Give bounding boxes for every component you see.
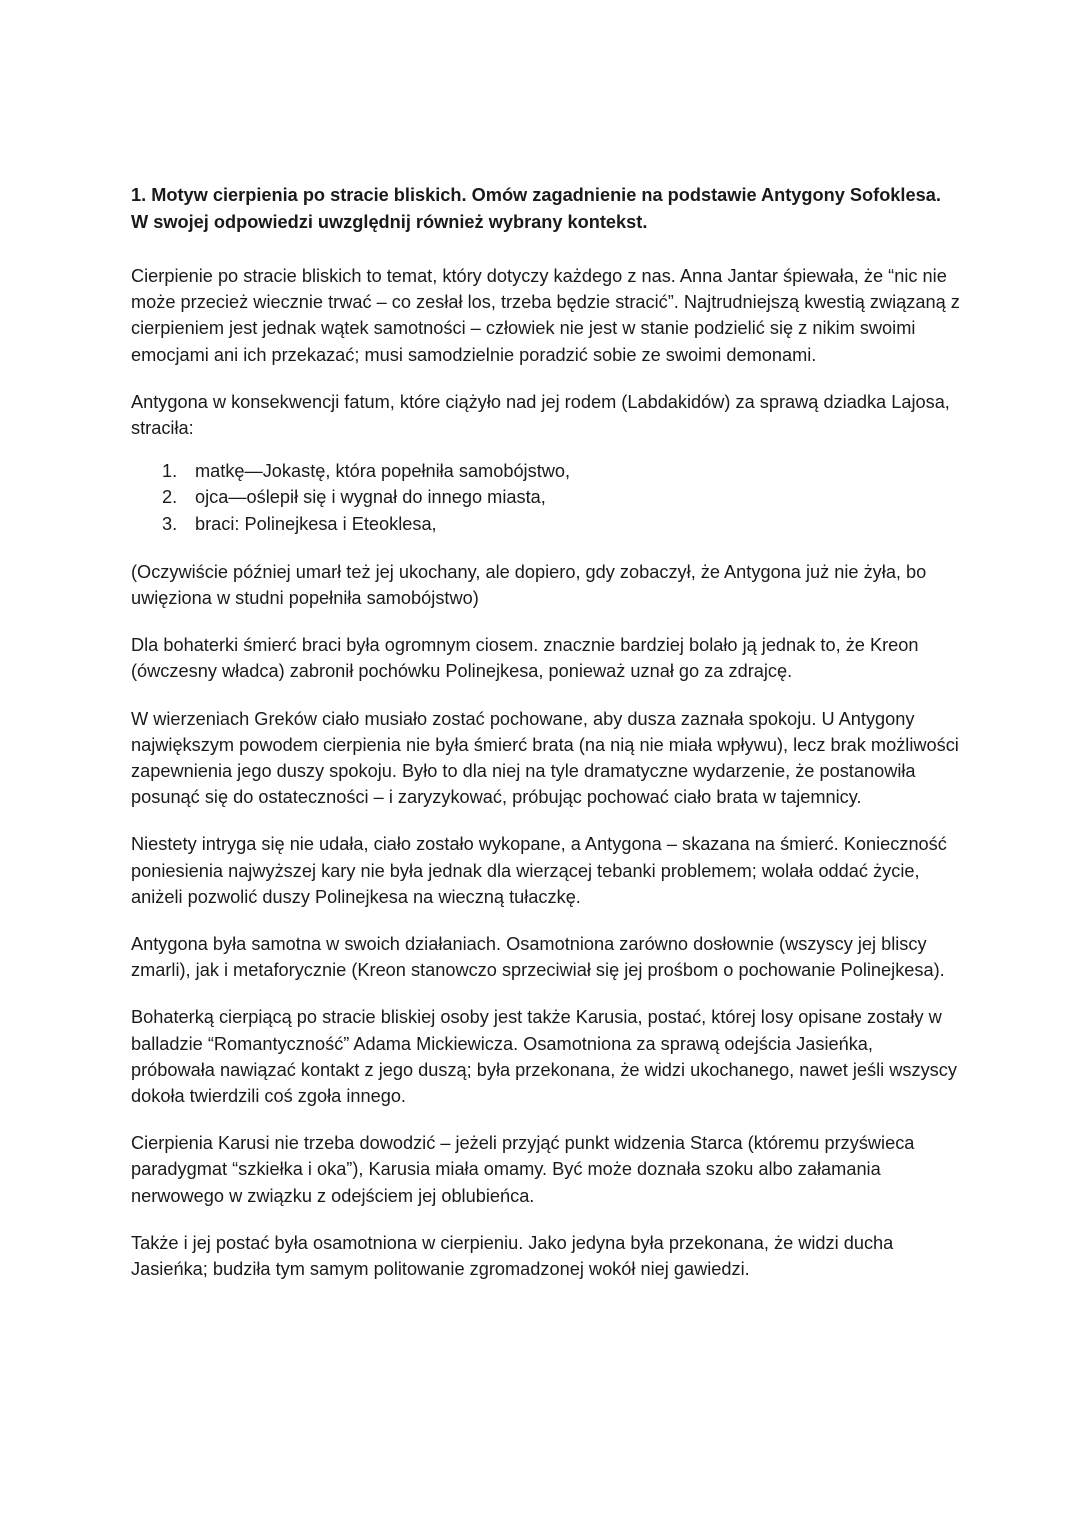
paragraph-loneliness: Antygona była samotna w swoich działaniach. Osamotniona zarówno dosłownie (wszyscy jej bliscy zmarli), jak i metaforycznie (Kreon stanowczo sprzeciwiał się jej prośbom o pochowanie Polinejkesa).	[131, 934, 945, 981]
list-item	[162, 458, 961, 484]
paragraph-karusia: Bohaterką cierpiącą po stracie bliskiej osoby jest także Karusia, postać, której losy opisane zostały w balladzie “Romantyczność” Adama Mickiewicza. Osamotniona za sprawą odejścia Jasieńka, próbowała nawiązać kontakt z jego duszą; była przekonana, że widzi ukochanego, nawet jeśli wszyscy dokoła twierdzili coś zgoła innego.	[131, 1007, 957, 1107]
losses-list	[131, 458, 961, 537]
paragraph-karusia-isolation: Także i jej postać była osamotniona w cierpieniu. Jako jedyna była przekonana, że widzi ducha Jasieńka; budziła tym samym politowanie zgromadzonej wokół niej gawiedzi.	[131, 1232, 894, 1280]
paragraph-antygona-losses: Antygona w konsekwencji fatum, które ciążyło nad jej rodem (Labdakidów) za sprawą dziadka Lajosa, straciła:	[131, 391, 950, 439]
paragraph-intro: Cierpienie po stracie bliskich to temat, który dotyczy każdego z nas. Anna Jantar śpiewała, że “nic nie może przecież wiecznie trwać – co zesłał los, trzeba będzie stracić”. Najtrudniejszą kwestią związaną z cierpieniem jest jednak wątek samotności – człowiek nie jest w stanie podzielić się z nikim swoimi emocjami ani ich przekazać; musi samodzielnie poradzić sobie ze swoimi demonami.	[131, 266, 960, 365]
list-item-text: braci: Polinejkesa i Eteoklesa,	[195, 513, 437, 534]
list-item-number: 3.	[162, 513, 178, 534]
paragraph-note-beloved: (Oczywiście później umarł też jej ukochany, ale dopiero, gdy zobaczył, że Antygona już nie żyła, bo uwięziona w studni popełniła samobójstwo)	[131, 561, 927, 609]
list-item-number: 2.	[162, 487, 178, 508]
list-item-text: ojca—oślepił się i wygnał do innego miasta,	[195, 487, 546, 508]
paragraph-karusia-suffering: Cierpienia Karusi nie trzeba dowodzić – jeżeli przyjąć punkt widzenia Starca (któremu przyświeca paradygmat “szkiełka i oka”), Karusia miała omamy. Być może doznała szoku albo załamania nerwowego w związku z odejściem jej oblubieńca.	[131, 1133, 915, 1206]
list-item-number: 1.	[162, 461, 178, 482]
document-page	[131, 182, 961, 1303]
list-item-text: matkę—Jokastę, która popełniła samobójstwo,	[195, 461, 571, 482]
document-title: 1. Motyw cierpienia po stracie bliskich. Omów zagadnienie na podstawie Antygony Sofoklesa. W swojej odpowiedzi uwzględnij również wybrany kontekst.	[131, 185, 941, 232]
list-item	[162, 484, 961, 510]
paragraph-kreon-ban: Dla bohaterki śmierć braci była ogromnym ciosem. znacznie bardziej bolało ją jednak to, że Kreon (ówczesny władca) zabronił pochówku Polinejkesa, ponieważ uznał go za zdrajcę.	[131, 635, 919, 682]
list-item	[162, 511, 961, 537]
paragraph-greek-beliefs: W wierzeniach Greków ciało musiało zostać pochowane, aby dusza zaznała spokoju. U Antygony największym powodem cierpienia nie była śmierć brata (na nią nie miała wpływu), lecz brak możliwości zapewnienia jego duszy spokoju. Było to dla niej na tyle dramatyczne wydarzenie, że postanowiła posunąć się do ostateczności – i zaryzykować, próbując pochować ciało brata w tajemnicy.	[131, 708, 959, 808]
paragraph-intrigue: Niestety intryga się nie udała, ciało zostało wykopane, a Antygona – skazana na śmierć. Konieczność poniesienia najwyższej kary nie była jednak dla wierzącej tebanki problemem; wolała oddać życie, aniżeli pozwolić duszy Polinejkesa na wieczną tułaczkę.	[131, 834, 947, 907]
